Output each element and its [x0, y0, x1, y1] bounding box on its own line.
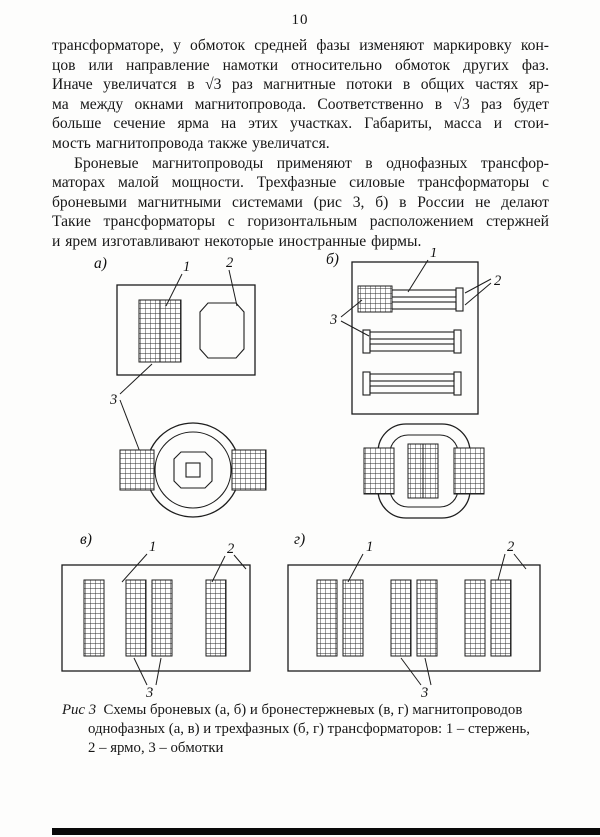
- diagram-a-toroid: [120, 423, 266, 517]
- leader-line: [120, 364, 152, 394]
- figure-3-diagrams: [0, 248, 600, 700]
- yoke-bar: [370, 344, 454, 351]
- winding-left: [120, 450, 154, 490]
- winding-right: [454, 448, 484, 494]
- yoke-bar: [370, 374, 454, 381]
- winding-bar: [152, 580, 172, 656]
- yoke-end-cap: [454, 372, 461, 395]
- text-line: маторах малой мощности. Трехфазные силовые трансформаторы с: [52, 174, 549, 192]
- figure-caption: [62, 701, 554, 758]
- diagram-g-label: г): [294, 531, 306, 548]
- winding-bar: [84, 580, 104, 656]
- scan-artifact-bar: [52, 828, 600, 835]
- core-frame-b: [352, 262, 478, 414]
- center-limb-section: [174, 452, 212, 488]
- winding-bar: [491, 580, 511, 656]
- callout-2: 2: [227, 541, 235, 557]
- leader-line: [212, 556, 225, 582]
- diagram-v-label: в): [80, 531, 92, 548]
- callout-3: 3: [110, 392, 118, 408]
- text-line: цов или направление намотки относительно обмоток других фаз.: [52, 56, 549, 74]
- diagram-v: [62, 531, 250, 700]
- text-line: Броневые магнитопроводы применяют в однофазных трансфор-: [74, 154, 549, 172]
- callout-1: 1: [149, 539, 157, 555]
- winding-left: [364, 448, 394, 494]
- callout-2: 2: [507, 539, 515, 555]
- callout-2: 2: [226, 255, 234, 271]
- winding-bar: [465, 580, 485, 656]
- yoke-bar: [392, 290, 456, 297]
- winding-bar: [126, 580, 146, 656]
- text-line: Такие трансформаторы с горизонтальным расположением стержней: [52, 213, 549, 231]
- center-limb-step: [186, 463, 200, 477]
- callout-3: 3: [421, 685, 429, 700]
- yoke-bar: [392, 302, 456, 309]
- callout-1: 1: [430, 248, 438, 261]
- text-line: и ярем изготавливают некоторые иностранные фирмы.: [52, 232, 422, 250]
- text-line: больше сечение ярма на этих участках. Габариты, масса и стои-: [52, 115, 549, 133]
- leader-line: [234, 555, 246, 569]
- yoke-end-cap: [454, 330, 461, 353]
- winding-bar: [391, 580, 411, 656]
- text-line: ма между окнами магнитопровода. Соответственно в √3 раз будет: [52, 95, 549, 113]
- leader-line: [498, 554, 505, 580]
- yoke-ring-inner: [155, 432, 231, 508]
- text-line: мость магнитопровода также увеличатся.: [52, 134, 330, 152]
- caption-line: 2 – ярмо, 3 – обмотки: [88, 740, 224, 756]
- caption-line: однофазных (а, в) и трехфазных (б, г) трансформаторов: 1 – стержень,: [88, 721, 530, 737]
- figure-caption-text: Схемы броневых (а, б) и бронестержневых (в, г) магнитопроводов: [103, 702, 523, 718]
- yoke-end-cap: [363, 372, 370, 395]
- leader-line: [348, 554, 363, 582]
- leader-line: [229, 270, 237, 306]
- yoke-bar: [370, 386, 454, 393]
- callout-2: 2: [494, 273, 502, 289]
- caption-line: [62, 701, 554, 720]
- yoke-end-cap: [456, 288, 463, 311]
- winding-bar: [317, 580, 337, 656]
- diagram-b-shell: [364, 424, 484, 518]
- body-text-block: [52, 36, 549, 252]
- leader-line: [341, 321, 369, 336]
- winding-right: [232, 450, 266, 490]
- core-frame-a: [117, 285, 255, 375]
- text-line: Иначе увеличатся в √3 раз магнитные потоки в общих частях яр-: [52, 76, 549, 94]
- callout-1: 1: [183, 259, 191, 275]
- diagram-a-label: а): [94, 255, 107, 272]
- text-line: броневыми магнитными системами (рис 3, б) в России не делают: [52, 193, 549, 211]
- yoke-bar: [370, 332, 454, 339]
- callout-3: 3: [146, 685, 154, 700]
- leader-line: [408, 260, 428, 292]
- winding-section-b: [358, 286, 392, 312]
- leader-line: [122, 554, 147, 582]
- core-limb-cross-section-a: [200, 303, 244, 358]
- diagram-b-label: б): [326, 251, 339, 268]
- diagram-a: [94, 255, 255, 452]
- yoke-ring-outer: [146, 423, 240, 517]
- diagram-b: [326, 248, 501, 414]
- diagram-g: [288, 531, 540, 700]
- leader-line: [120, 400, 140, 452]
- figure-caption-number: Рис 3: [62, 702, 97, 718]
- text-line: трансформаторе, у обмоток средней фазы изменяют маркировку кон-: [52, 37, 549, 54]
- callout-1: 1: [366, 539, 374, 555]
- winding-bar: [343, 580, 363, 656]
- winding-bar: [206, 580, 226, 656]
- winding-bar: [417, 580, 437, 656]
- page-number: 10: [291, 12, 309, 28]
- leader-line: [514, 554, 526, 569]
- callout-3: 3: [330, 312, 338, 328]
